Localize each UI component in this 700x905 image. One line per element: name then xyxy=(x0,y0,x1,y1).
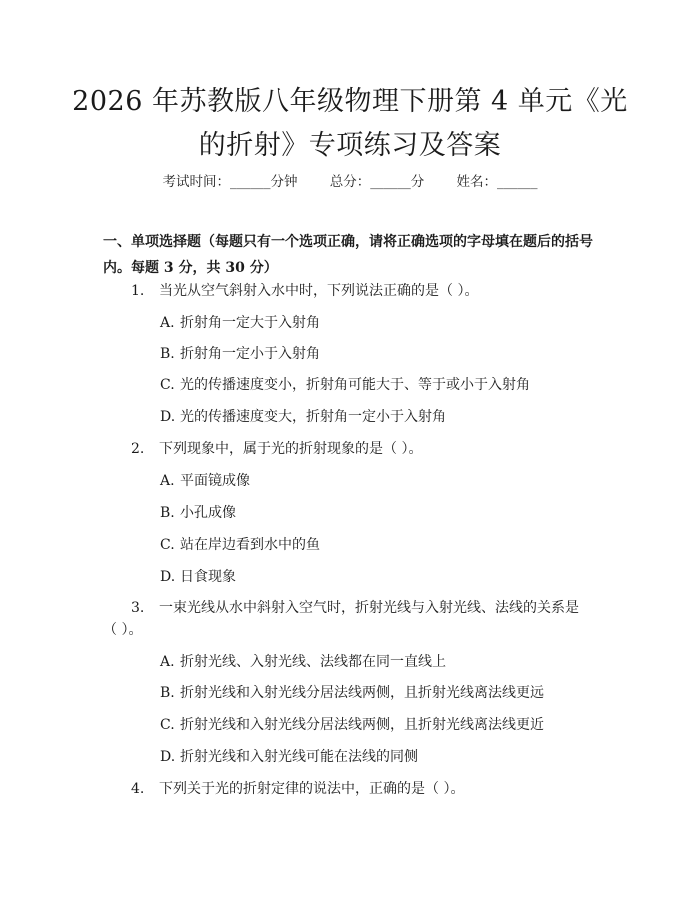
question-1-option-d xyxy=(160,406,446,428)
question-number: 4. xyxy=(131,781,145,797)
option-text: 站在岸边看到水中的鱼 xyxy=(180,537,320,553)
exam-time-label: 考试时间：______分钟 xyxy=(162,174,298,190)
question-text: 一束光线从水中斜射入空气时，折射光线与入射光线、法线的关系是 xyxy=(159,600,579,616)
question-2 xyxy=(131,438,422,460)
option-text: 日食现象 xyxy=(180,569,236,585)
option-text: 折射光线、入射光线、法线都在同一直线上 xyxy=(180,654,446,670)
option-text: 折射角一定大于入射角 xyxy=(180,315,320,331)
option-text: 光的传播速度变大，折射角一定小于入射角 xyxy=(180,409,446,425)
option-letter: D. xyxy=(160,409,176,425)
question-2-option-b xyxy=(160,502,236,524)
question-number: 1. xyxy=(131,283,145,299)
section-heading-line-2: 内。每题 3 分，共 30 分） xyxy=(103,260,278,276)
option-text: 折射光线和入射光线可能在法线的同侧 xyxy=(180,749,418,765)
question-3-continuation xyxy=(103,619,142,641)
section-heading-line-1: 一、单项选择题（每题只有一个选项正确，请将正确选项的字母填在题后的括号 xyxy=(103,234,593,250)
question-text: 下列现象中，属于光的折射现象的是（ ）。 xyxy=(159,441,423,457)
question-2-option-d xyxy=(160,566,236,588)
option-text: 折射角一定小于入射角 xyxy=(180,346,320,362)
section-heading xyxy=(103,229,603,281)
question-3-option-a xyxy=(160,651,446,673)
question-2-option-c xyxy=(160,534,320,556)
question-3-option-d xyxy=(160,746,418,768)
option-letter: C. xyxy=(160,377,175,393)
exam-score-label: 总分：______分 xyxy=(329,174,425,190)
document-title xyxy=(60,80,640,168)
question-text-cont: （ ）。 xyxy=(103,622,143,638)
question-2-option-a xyxy=(160,470,250,492)
option-text: 光的传播速度变小，折射角可能大于、等于或小于入射角 xyxy=(180,377,530,393)
question-text: 当光从空气斜射入水中时，下列说法正确的是（ ）。 xyxy=(159,283,479,299)
option-letter: C. xyxy=(160,537,175,553)
option-letter: A. xyxy=(160,315,175,331)
option-letter: B. xyxy=(160,685,175,701)
title-line-2: 的折射》专项练习及答案 xyxy=(198,130,502,161)
question-1-option-a xyxy=(160,312,320,334)
question-3 xyxy=(131,597,579,619)
option-text: 折射光线和入射光线分居法线两侧，且折射光线离法线更近 xyxy=(180,717,544,733)
option-letter: B. xyxy=(160,505,175,521)
option-letter: D. xyxy=(160,749,176,765)
question-number: 3. xyxy=(131,600,145,616)
question-1-option-c xyxy=(160,374,530,396)
question-3-option-c xyxy=(160,714,544,736)
exam-name-label: 姓名：______ xyxy=(456,174,538,190)
question-4 xyxy=(131,778,464,800)
question-3-option-b xyxy=(160,682,544,704)
option-letter: B. xyxy=(160,346,175,362)
option-text: 小孔成像 xyxy=(180,505,236,521)
question-number: 2. xyxy=(131,441,145,457)
option-letter: A. xyxy=(160,473,175,489)
option-text: 平面镜成像 xyxy=(180,473,250,489)
option-letter: C. xyxy=(160,717,175,733)
exam-info xyxy=(0,170,700,190)
question-1-option-b xyxy=(160,343,320,365)
option-letter: A. xyxy=(160,654,175,670)
title-line-1: 2026 年苏教版八年级物理下册第 4 单元《光 xyxy=(72,86,628,117)
option-text: 折射光线和入射光线分居法线两侧，且折射光线离法线更远 xyxy=(180,685,544,701)
question-text: 下列关于光的折射定律的说法中，正确的是（ ）。 xyxy=(159,781,465,797)
question-1 xyxy=(131,280,478,302)
option-letter: D. xyxy=(160,569,176,585)
